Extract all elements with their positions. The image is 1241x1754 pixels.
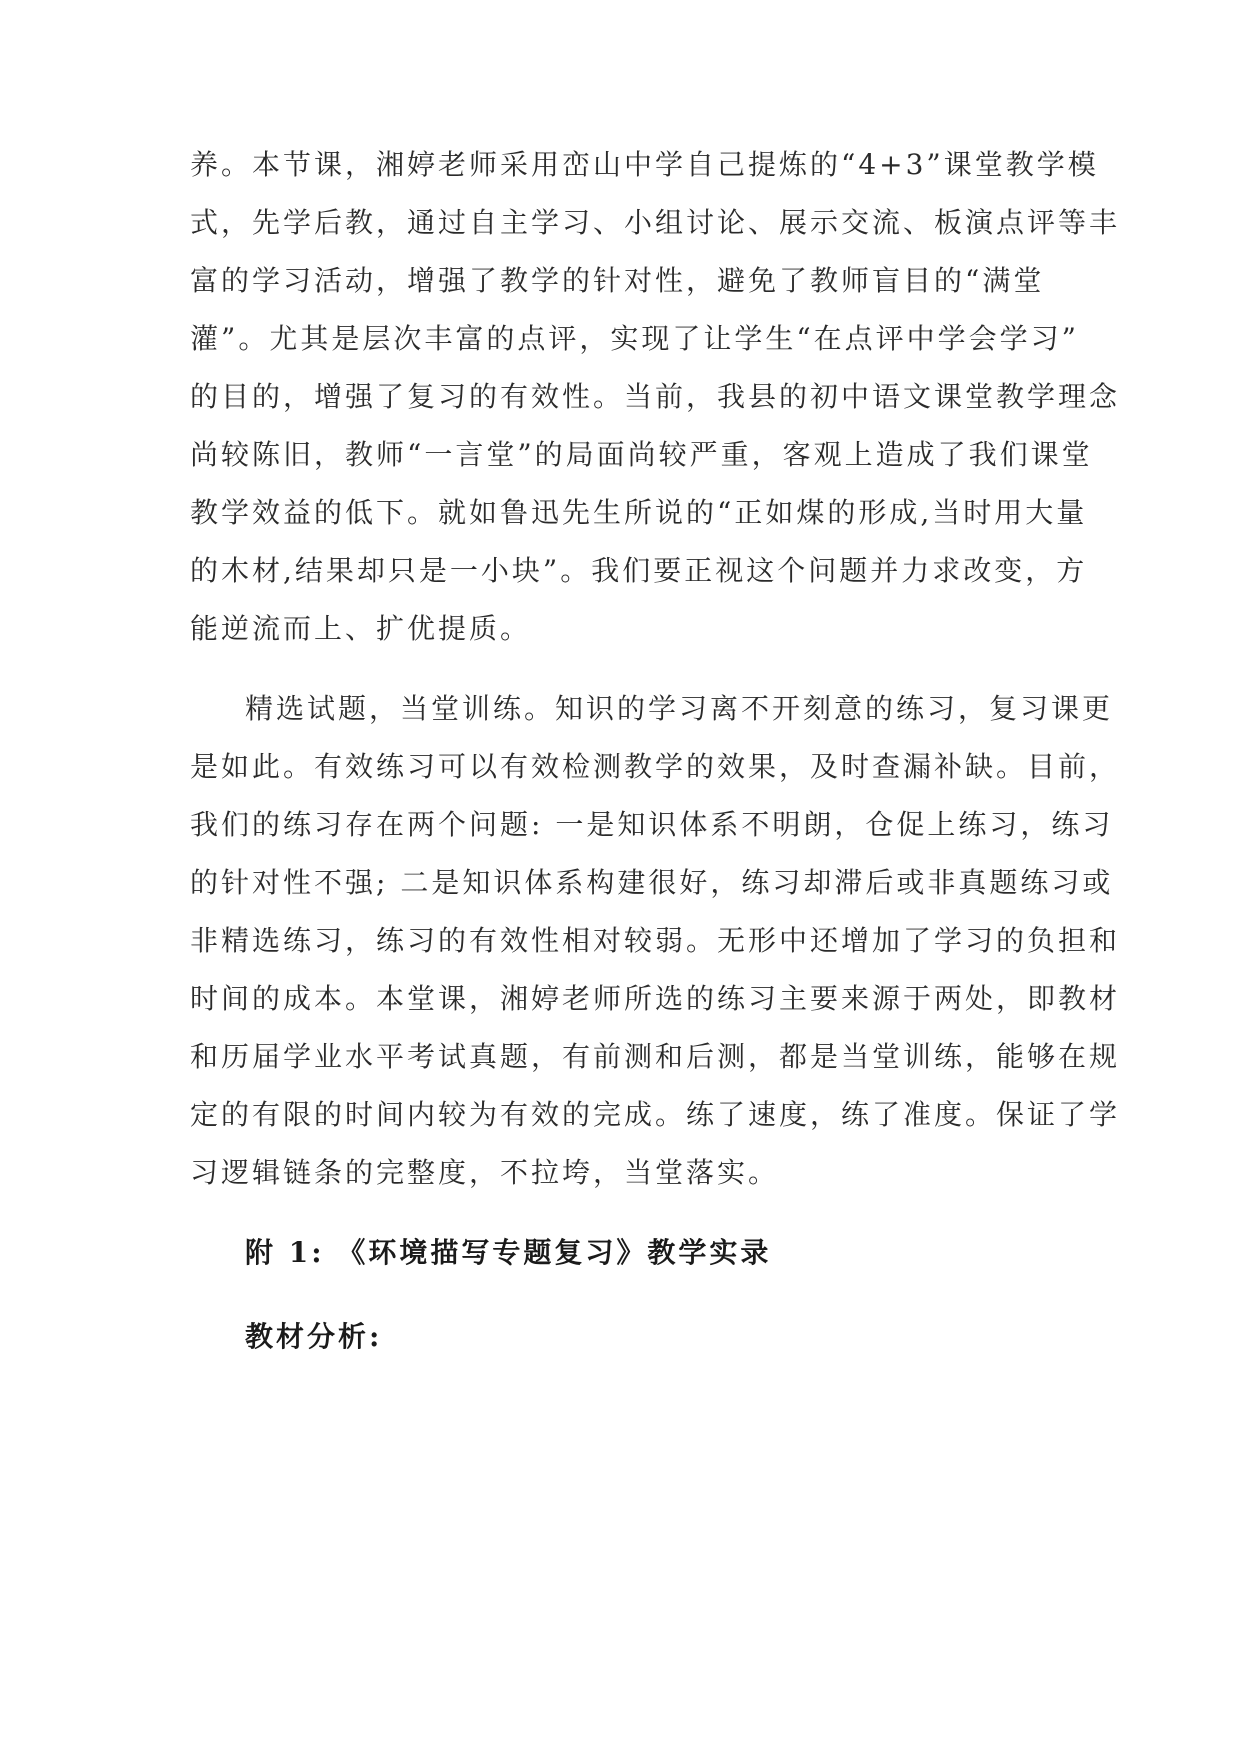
paragraph-1-line-3: 富的学习活动，增强了教学的针对性，避免了教师盲目的“满堂	[190, 264, 1045, 297]
paragraph-2-line-6: 时间的成本。本堂课，湘婷老师所选的练习主要来源于两处，即教材	[190, 982, 1121, 1015]
paragraph-2-line-9: 习逻辑链条的完整度，不拉垮，当堂落实。	[190, 1156, 780, 1189]
paragraph-2-line-4: 的针对性不强; 二是知识体系构建很好，练习却滞后或非真题练习或	[190, 866, 1114, 899]
paragraph-1-line-4: 灌”。尤其是层次丰富的点评，实现了让学生“在点评中学会学习”	[190, 322, 1079, 355]
paragraph-1-line-6: 尚较陈旧，教师“一言堂”的局面尚较严重，客观上造成了我们课堂	[190, 438, 1093, 471]
paragraph-2-line-2: 是如此。有效练习可以有效检测教学的效果，及时查漏补缺。目前，	[190, 750, 1121, 783]
paragraph-1-line-2: 式，先学后教，通过自主学习、小组讨论、展示交流、板演点评等丰	[190, 206, 1121, 239]
paragraph-1-line-8: 的木材,结果却只是一小块”。我们要正视这个问题并力求改变，方	[190, 554, 1088, 587]
paragraph-1-line-1: 养。本节课，湘婷老师采用峦山中学自己提炼的“4+3”课堂教学模	[190, 148, 1099, 181]
paragraph-2-line-7: 和历届学业水平考试真题，有前测和后测，都是当堂训练，能够在规	[190, 1040, 1121, 1073]
paragraph-1-line-5: 的目的，增强了复习的有效性。当前，我县的初中语文课堂教学理念	[190, 380, 1121, 413]
paragraph-2-line-8: 定的有限的时间内较为有效的完成。练了速度，练了准度。保证了学	[190, 1098, 1121, 1131]
paragraph-2-line-3: 我们的练习存在两个问题: 一是知识体系不明朗，仓促上练习，练习	[190, 808, 1114, 841]
paragraph-1-line-7: 教学效益的低下。就如鲁迅先生所说的“正如煤的形成,当时用大量	[190, 496, 1088, 529]
paragraph-2-line-1: 精选试题，当堂训练。知识的学习离不开刻意的练习，复习课更	[245, 692, 1114, 725]
appendix-title: 附 1: 《环境描写专题复习》教学实录	[245, 1236, 772, 1269]
section-title: 教材分析:	[245, 1320, 383, 1353]
paragraph-2-line-5: 非精选练习，练习的有效性相对较弱。无形中还增加了学习的负担和	[190, 924, 1121, 957]
paragraph-1-line-9: 能逆流而上、扩优提质。	[190, 612, 532, 645]
